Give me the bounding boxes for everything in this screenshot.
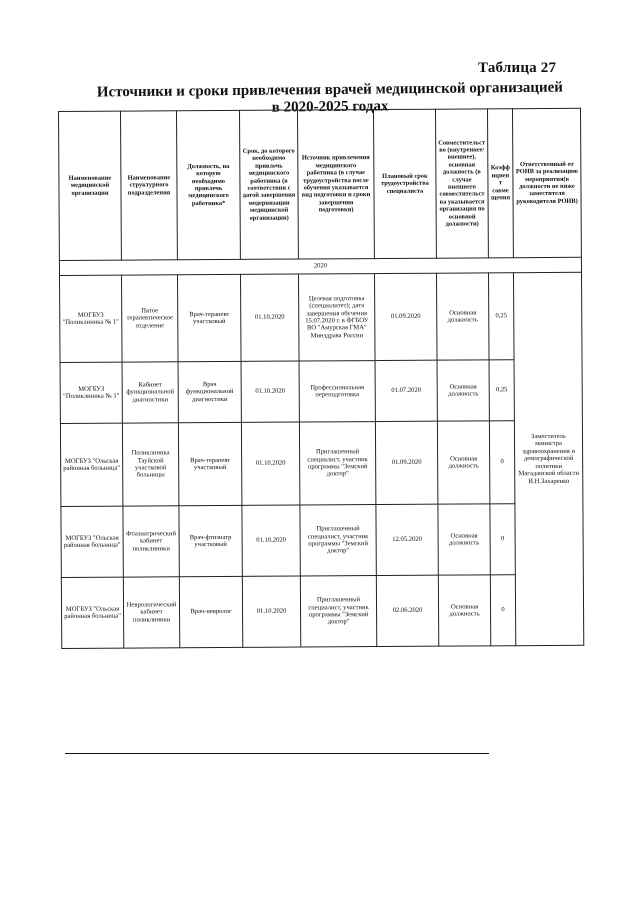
cell-source: Приглашенный специалист, участник программы "Земский доктор" bbox=[299, 422, 376, 505]
cell-deadline: 01.10.2020 bbox=[241, 274, 300, 361]
cell-planned: 02.06.2020 bbox=[376, 575, 438, 646]
col-header-planned: Плановый срок трудоустройства специалиста bbox=[373, 109, 436, 258]
cell-deadline: 01.10.2020 bbox=[241, 361, 299, 422]
cell-source: Целевая подготовка (специалитет); дата завершения обучения 15.07.2020 г. в ФГБОУ ВО "Амурская ГМА" Минздрава России bbox=[299, 274, 376, 361]
cell-org: МОГБУЗ "Поликлиника № 1" bbox=[60, 275, 123, 362]
col-header-unit: Наименование структурного подразделения bbox=[121, 111, 178, 260]
cell-org: МОГБУЗ "Ольская районная больница" bbox=[61, 577, 123, 648]
cell-combination: Основная должность bbox=[438, 504, 490, 575]
col-header-combination: Совместительство (внутреннее/внешнее), основная должность (в случае внешнего совместительства указывается организация по основной должности) bbox=[435, 109, 488, 258]
title-line-1: Источники и сроки привлечения врачей медицинской организацией bbox=[96, 79, 564, 101]
col-header-deadline: Срок, до которого необходимо привлечь медицинского работника (в соответствии с датой завершения модернизации медицинской организации) bbox=[239, 110, 298, 259]
col-header-coefficient: Коэффициент совмещения bbox=[487, 109, 513, 258]
cell-coefficient: 0 bbox=[490, 504, 515, 575]
cell-position: Врач-фтизиатр участковый bbox=[179, 505, 242, 576]
cell-planned: 01.07.2020 bbox=[375, 360, 437, 421]
table-row bbox=[61, 503, 583, 577]
cell-deadline: 01.10.2020 bbox=[242, 576, 300, 647]
year-label: 2020 bbox=[59, 257, 581, 275]
cell-coefficient: 0,25 bbox=[488, 273, 514, 360]
cell-position: Врач-терапевт участковый bbox=[178, 274, 242, 361]
cell-combination: Основная должность bbox=[438, 575, 490, 646]
title-line-2: в 2020-2025 годах bbox=[271, 98, 389, 116]
cell-source: Приглашенный специалист, участник программы "Земский доктор" bbox=[300, 505, 376, 576]
col-header-source: Источник привлечения медицинского работника (в случае трудоустройства после обучения указывается вид подготовки и сроки завершения подготовки) bbox=[297, 110, 374, 259]
table-row bbox=[60, 359, 582, 423]
cell-unit: Кабинет функциональной диагностики bbox=[122, 362, 178, 423]
cell-org: МОГБУЗ "Ольская районная больница" bbox=[61, 506, 123, 577]
cell-position: Врач-невролог bbox=[179, 576, 242, 647]
cell-combination: Основная должность bbox=[437, 360, 489, 421]
cell-planned: 01.09.2020 bbox=[374, 273, 437, 360]
cell-deadline: 01.10.2020 bbox=[241, 422, 300, 505]
cell-source: Профессиональная переподготовка bbox=[299, 361, 375, 422]
cell-combination: Основная должность bbox=[436, 273, 489, 360]
cell-planned: 01.09.2020 bbox=[375, 421, 438, 504]
cell-org: МОГБУЗ "Поликлиника № 1" bbox=[60, 362, 122, 423]
cell-unit: Поликлиника Тауйской участковой больницы bbox=[122, 423, 179, 506]
col-header-responsible: Ответственный от РОИВ за реализацию мероприятия(в должности не ниже заместителя руководителя РОИВ) bbox=[512, 108, 581, 257]
cell-deadline: 01.10.2020 bbox=[242, 505, 300, 576]
cell-planned: 12.05.2020 bbox=[376, 504, 438, 575]
cell-combination: Основная должность bbox=[437, 421, 490, 504]
cell-source: Приглашенный специалист, участник программы "Земский доктор" bbox=[300, 576, 376, 647]
recruitment-table bbox=[58, 108, 584, 649]
table-row bbox=[60, 420, 582, 506]
col-header-org: Наименование медицинской организации bbox=[59, 111, 122, 260]
cell-unit: Фтизиатрический кабинет поликлиники bbox=[123, 506, 179, 577]
table-row bbox=[60, 272, 583, 362]
cell-responsible: Заместитель министра здравоохранения и демографической политики Магаданской области И.Н.Захаренко bbox=[513, 272, 583, 645]
cell-position: Врач функциональной диагностики bbox=[178, 361, 241, 422]
cell-coefficient: 0 bbox=[490, 575, 515, 646]
footnote-divider bbox=[65, 753, 489, 754]
cell-position: Врач-терапевт участковый bbox=[178, 422, 242, 505]
cell-unit: Неврологический кабинет поликлиники bbox=[123, 577, 179, 648]
table-number: Таблица 27 bbox=[478, 60, 557, 76]
cell-org: МОГБУЗ "Ольская районная больница" bbox=[60, 423, 123, 506]
cell-coefficient: 0 bbox=[489, 421, 515, 504]
header-row bbox=[59, 108, 582, 260]
cell-unit: Пятое терапевтическое отделение bbox=[122, 275, 179, 362]
col-header-position: Должность, на которую необходимо привлечь медицинского работника* bbox=[177, 110, 241, 259]
table-row bbox=[61, 574, 583, 648]
cell-coefficient: 0,25 bbox=[489, 360, 514, 421]
